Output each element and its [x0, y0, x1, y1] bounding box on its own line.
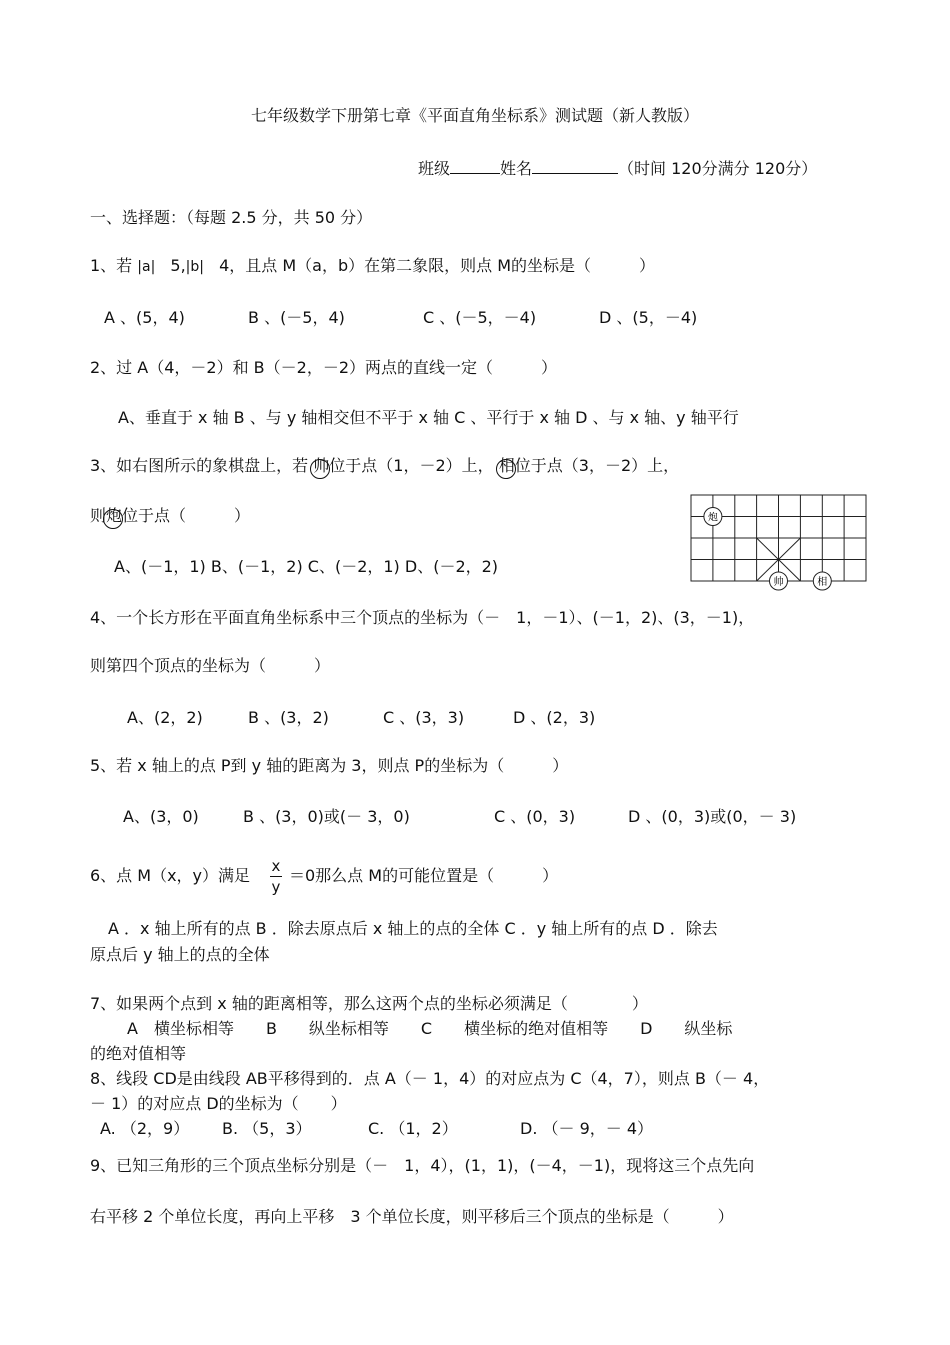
board-grid	[691, 495, 866, 581]
q3-text-e: 位于点（ ）	[122, 506, 251, 525]
q3-text-b: 位于点（1，－2）上，	[329, 456, 494, 475]
q3-text-d: 则	[90, 506, 107, 525]
question-6-suffix: ＝0那么点 M的可能位置是（ ）	[289, 866, 559, 885]
q6-options-line1: A ．x 轴上所有的点 B ．除去原点后 x 轴上的点的全体 C ．y 轴上所有的点 D ．除去	[108, 919, 718, 938]
q5-option-a: A、(3，0)	[123, 807, 199, 826]
question-4-line1: 4、一个长方形在平面直角坐标系中三个顶点的坐标为（－ 1，－1）、(－1，2)、(3，－1)，	[90, 608, 755, 627]
question-8-line2: － 1）的对应点 D的坐标为（ ）	[90, 1094, 347, 1113]
chess-board-figure	[690, 493, 868, 593]
q3-xiang: 相	[498, 456, 515, 475]
fraction-denominator: y	[271, 878, 281, 896]
q1-prefix: 1、若	[90, 256, 133, 275]
q1-abs-a: |a|	[137, 259, 156, 275]
q4-option-d: D 、(2，3)	[513, 708, 596, 727]
q1-rest: 4，且点 M（a，b）在第二象限，则点 M的坐标是（ ）	[219, 256, 656, 275]
q3-shuai: 帅	[313, 456, 330, 475]
q1-option-c: C 、(－5，－4)	[423, 308, 537, 327]
q1-option-b: B 、(－5，4)	[248, 308, 345, 327]
question-4-line2: 则第四个顶点的坐标为（ ）	[90, 656, 331, 675]
header-info	[418, 157, 817, 180]
shuai-piece-label: 帅	[773, 577, 784, 588]
q8-option-b: B. （5，3）	[222, 1119, 312, 1138]
pao-inline	[106, 505, 122, 527]
xiang-piece-label: 相	[817, 577, 828, 588]
question-8-line1: 8、线段 CD是由线段 AB平移得到的．点 A（－ 1，4）的对应点为 C（4，7），则点 B（－ 4，	[90, 1069, 770, 1088]
fraction-numerator: x	[271, 857, 281, 875]
question-2: 2、过 A（4，－2）和 B（－2，－2）两点的直线一定（ ）	[90, 358, 557, 377]
circle-icon	[496, 459, 516, 479]
question-3-line1	[90, 455, 679, 477]
question-9-line1: 9、已知三角形的三个顶点坐标分别是（－ 1，4），(1，1)，(－4，－1)，现将这三个点先向	[90, 1156, 755, 1175]
question-3-line2	[90, 505, 250, 527]
question-7: 7、如果两个点到 x 轴的距离相等，那么这两个点的坐标必须满足（ ）	[90, 994, 648, 1013]
q6-options-line2: 原点后 y 轴上的点的全体	[90, 945, 270, 964]
class-label: 班级	[418, 159, 451, 178]
class-blank	[450, 157, 500, 174]
question-5: 5、若 x 轴上的点 P到 y 轴的距离为 3，则点 P的坐标为（ ）	[90, 756, 569, 775]
q1-option-a: A 、(5，4)	[104, 308, 185, 327]
circle-icon	[103, 509, 123, 529]
name-label: 姓名	[500, 159, 533, 178]
question-6-prefix: 6、点 M（x，y）满足	[90, 866, 251, 885]
q2-options: A、垂直于 x 轴 B 、与 y 轴相交但不平于 x 轴 C 、平行于 x 轴 D 、与 x 轴、y 轴平行	[118, 408, 739, 427]
q7-options-line2: 的绝对值相等	[90, 1044, 187, 1063]
name-blank	[532, 157, 618, 174]
question-9-line2: 右平移 2 个单位长度，再向上平移 3 个单位长度，则平移后三个顶点的坐标是（ ）	[90, 1207, 734, 1226]
q5-option-b: B 、(3，0)或(－ 3，0)	[243, 807, 410, 826]
q4-option-a: A、(2，2)	[127, 708, 203, 727]
q3-options: A、(－1，1) B、(－1，2) C、(－2，1) D、(－2，2)	[114, 557, 499, 576]
q3-text-c: 位于点（3，－2）上，	[514, 456, 680, 475]
q5-option-d: D 、(0，3)或(0，－ 3)	[628, 807, 797, 826]
q4-option-c: C 、(3，3)	[383, 708, 465, 727]
circle-icon	[310, 459, 330, 479]
shuai-inline	[313, 455, 329, 477]
q8-option-a: A. （2，9）	[100, 1119, 190, 1138]
q3-pao: 炮	[106, 506, 123, 525]
xiang-inline	[499, 455, 515, 477]
section-heading: 一、选择题：（每题 2.5 分，共 50 分）	[90, 208, 373, 227]
q1-mid: 5,	[170, 256, 186, 275]
question-1	[90, 255, 655, 278]
q6-fraction	[270, 858, 282, 895]
q4-option-b: B 、(3，2)	[248, 708, 329, 727]
time-info: （时间 120分满分 120分）	[618, 159, 818, 178]
q1-abs-b: |b|	[185, 259, 204, 275]
q1-option-d: D 、(5，－4)	[599, 308, 698, 327]
q5-option-c: C 、(0，3)	[494, 807, 576, 826]
q3-text-a: 3、如右图所示的象棋盘上，若	[90, 456, 309, 475]
page-title: 七年级数学下册第七章《平面直角坐标系》测试题（新人教版）	[250, 106, 699, 125]
q7-options-line1: A 横坐标相等 B 纵坐标相等 C 横坐标的绝对值相等 D 纵坐标	[127, 1019, 733, 1038]
q8-option-d: D. （－ 9，－ 4）	[520, 1119, 654, 1138]
pao-piece-label: 炮	[707, 512, 718, 524]
fraction-bar	[270, 876, 282, 877]
q8-option-c: C. （1，2）	[368, 1119, 458, 1138]
